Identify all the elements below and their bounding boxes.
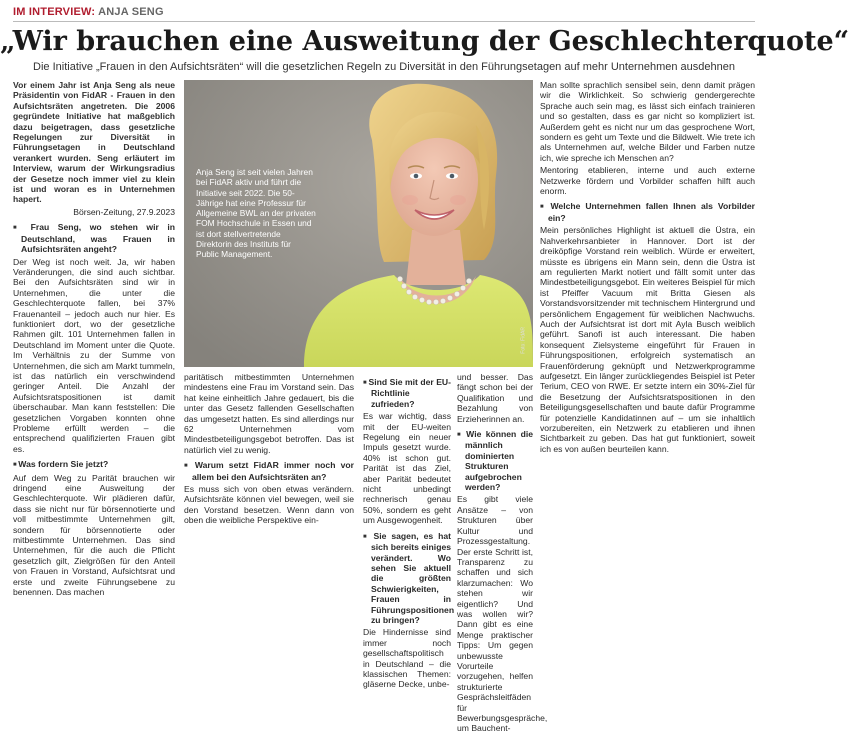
column-3: [363, 372, 455, 690]
portrait-photo: [184, 80, 533, 367]
headline: „Wir brauchen eine Ausweitung der Geschlechterquote“: [0, 26, 849, 57]
answer-6: Es gibt viele Ansätze – von Strukturen über Kultur und Prozessgestaltung. Der erste Schritt ist, Transparenz zu schaffen und sich klarzumachen: Wo stehen wir eigentlich? Und was wollen wir? Dann gibt es eine Menge praktischer Tipps: Um gegen unbewusste Vorurteile vorzugehen, helfen strukturierte Gesprächsleitfäden für Bewerbungsgespräche, um Bauchent-: [457, 494, 548, 734]
question-4: ■ Sind Sie mit der EU-Richtlinie zufrieden?: [363, 377, 451, 409]
answer-continued: Man sollte sprachlich sensibel sein, denn damit prägen wir die Wirklichkeit. So schwierig gendergerechte Sprache auch sein mag, es lässt sich einfach trainieren und so gestalten, dass es gar nicht so kompliziert ist. Außerdem geht es nicht nur um das gesprochene Wort, sondern es geht um Texte und die Bildwelt. Wie trete ich als Unternehmen auf, welche Bilder und Farben nutze ich, wie spreche ich Menschen an?: [540, 80, 755, 163]
answer-5: Die Hindernisse sind immer noch gesellschaftspolitisch in Deutschland – die klassischen Themen: gläserne Decke, unbe-: [363, 627, 451, 690]
kicker-section: IM INTERVIEW:: [13, 6, 96, 18]
column-1: [13, 80, 175, 598]
answer-1: Der Weg ist noch weit. Ja, wir haben Veränderungen, die sind auch sichtbar. Bei den Aufsichtsräten sind wir in Unternehmen, die unter die Geschlechterquote fallen, bei 37% Frauenanteil – jedoch auch nur hier. Es funktioniert dort, wo der gesetzliche Rahmen gilt. 101 Unternehmen fallen in Deutschland im Moment unter die Quote. Im Verhältnis zu der Summe von Unternehmen, die sich am Markt tummeln, ist das natürlich ein verschwindend geringer Anteil. Die Anzahl der Aufsichtsratspositionen ist damit überschaubar. Man kann feststellen: Die gesetzlichen Vorgaben konnten ohne Probleme erfüllt werden – die entsprechend qualifizierten Frauen gibt es.: [13, 256, 175, 454]
question-6: ■ Wie können die männlich dominierten Strukturen aufgebrochen werden?: [457, 429, 533, 492]
answer-5-continued: und besser. Das fängt schon bei der Qualifikation und Bezahlung von Erzieherinnen an.: [457, 372, 533, 424]
column-2: [184, 372, 354, 526]
photo-credit: Foto: FidAR: [521, 327, 527, 354]
source-line: Börsen-Zeitung, 27.9.2023: [73, 206, 175, 217]
question-2: ■ Was fordern Sie jetzt?: [13, 459, 175, 470]
column-3b: [457, 372, 548, 734]
column-4: [540, 80, 755, 512]
question-5: ■ Sie sagen, es hat sich bereits einiges verändert. Wo sehen Sie aktuell die größten Schwierigkeiten, Frauen in Führungspositionen zu bringen?: [363, 531, 451, 626]
question-1: ■ Frau Seng, wo stehen wir in Deutschland, was Frauen in Aufsichtsräten angeht?: [13, 222, 175, 254]
subheadline: Die Initiative „Frauen in den Aufsichtsräten“ will die gesetzlichen Regeln zu Diversität in den Führungsetagen auf mehr Unternehmen ausdehnen: [33, 61, 735, 73]
answer-4: Es war wichtig, dass mit der EU-weiten Regelung ein neuer Impuls gesetzt wurde. 40% ist schon gut. Parität ist das Ziel, aber Parität bedeutet nicht unbedingt rechnerisch genau 50%, sondern es geht um Ausgewogenheit.: [363, 411, 451, 526]
answer-2-continued: paritätisch mitbestimmten Unternehmen mindestens eine Frau im Vorstand sein. Das hat keine einheitlich Jahre gedauert, bis die unter das Gesetz fallenden Gesellschaften das umgesetzt hatten. Es sind allerdings nur 62 Unternehmen vom Mindestbeteiligungsgebot betroffen. Das ist natürlich viel zu wenig.: [184, 372, 354, 455]
answer-2: Auf dem Weg zu Parität brauchen wir dringend eine Ausweitung der Geschlechterquote. Wir plädieren dafür, dass sie nicht nur für börsennotierte und voll mitbestimmte Unternehmen gilt, sondern für börsennotierte oder mitbestimmte Unternehmen. Das sind Unternehmen, für die auch die Pflicht gesetzlich gilt, Zielgrößen für den Anteil von Frauen in Vorstand, Aufsichtsrat und erste und zweite Führungsebene zu benennen. Das machen: [13, 472, 175, 598]
intro-text: Vor einem Jahr ist Anja Seng als neue Präsidentin von FidAR - Frauen in den Aufsichtsräten angetreten. Die 2006 gegründete Initiative hat maßgeblich dazu beigetragen, dass gesetzliche Regelungen zur Diversität in Führungsetagen in Deutschland verankert wurden. Seng erläutert im Interview, warum der Wirkungsradius der Gesetze noch immer viel zu klein ist und woran es in Unternehmen hapert.: [13, 80, 175, 205]
header-rule: [13, 21, 755, 22]
answer-3: Es muss sich von oben etwas verändern. Aufsichtsräte können viel bewegen, weil sie den Vorstand besetzen. Wenn dann von oben die weibliche Perspektive ein-: [184, 484, 354, 526]
question-7: ■ Welche Unternehmen fallen Ihnen als Vorbilder ein?: [540, 201, 755, 223]
photo-caption: Anja Seng ist seit vielen Jahren bei FidAR aktiv und führt die Initiative seit 2022. Die 50-Jährige hat eine Professur für Allgemeine BWL an der privaten FOM Hochschule in Essen und ist dort stellvertretende Direktorin des Instituts für Public Management.: [196, 167, 316, 260]
kicker: [13, 6, 164, 18]
question-3: ■ Warum setzt FidAR immer noch vor allem bei den Aufsichtsräten an?: [184, 460, 354, 482]
kicker-name: ANJA SENG: [98, 6, 164, 18]
answer-7: Mein persönliches Highlight ist aktuell die Üstra, ein Nahverkehrsanbieter in Hannover. Dort ist der dreiköpfige Vorstand rein weiblich. Würde er erweitert, müsste es übrigens ein Mann sein, denn die Üstra ist am regulierten Markt notiert und fällt somit unter das Mindestbeteiligungsgebot. Ein weiteres Beispiel für mich ist Pfeiffer Vacuum mit Britta Giesen als Vorstandsvorsitzender mit technischem Hintergrund und persönlichem Engagement für weiblichen Nachwuchs. Auch der Aufsichtsrat ist dort mit Ayla Busch weiblich geführt. Sanofi ist auch interessant. Die haben konsequent Zielsysteme eingeführt für Frauen in Führungspositionen, erfolgreich systematisch an Frauenförderung geknüpft und Netzwerkprogramme aufgesetzt. Ein länger zurückliegendes Beispiel ist Peter Terium, CEO von RWE. Er setzte intern ein 30%-Ziel für die Besetzung der Aufsichtsratspositionen in den Beteiligungsgesellschaften und baute dafür Programme für potenzielle Kandidatinnen auf – um sie inhaltlich vorzubereiten, ein Netzwerk zu etablieren und ihnen Sichtbarkeit zu geben. Das hat gut funktioniert, soweit ich es von außen beurteilen kann.: [540, 225, 755, 454]
answer-continued-2: Mentoring etablieren, interne und auch externe Netzwerke fördern und Vorbilder schaffen hilft auch enorm.: [540, 165, 755, 197]
